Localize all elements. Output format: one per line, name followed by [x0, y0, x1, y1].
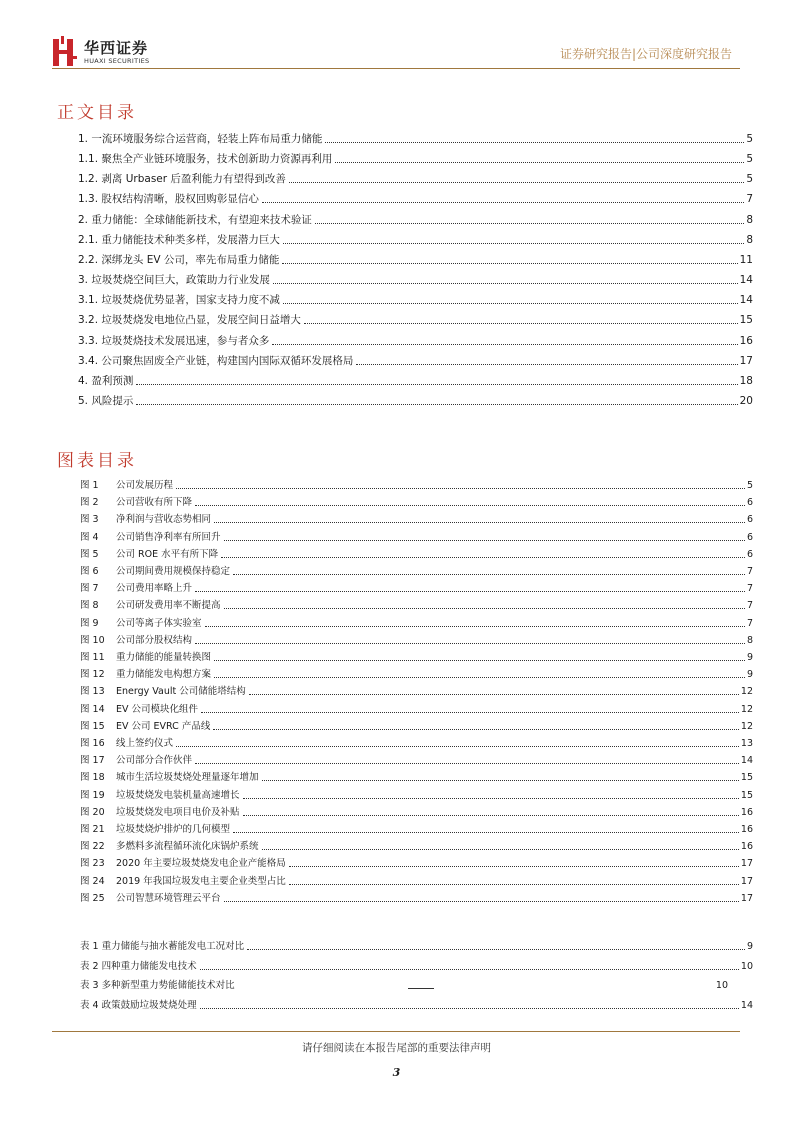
- dot-leader: [304, 323, 738, 324]
- figure-entry-label: 图 20: [80, 806, 105, 818]
- figure-entry-text: 公司部分合作伙伴: [116, 755, 193, 767]
- brand-logo: [52, 36, 192, 70]
- figure-entry-text: 公司费用率略上升: [116, 583, 193, 595]
- figure-entry[interactable]: [80, 633, 753, 648]
- figure-entry[interactable]: [80, 667, 753, 682]
- dot-leader: [136, 384, 737, 385]
- figure-entry-label: 图 2: [80, 497, 99, 509]
- figure-entry-text: 垃圾焚烧发电装机量高速增长: [116, 789, 240, 801]
- table-entry[interactable]: [80, 939, 753, 954]
- dot-leader: [195, 591, 745, 592]
- figure-entry-text: 公司营收有所下降: [116, 497, 193, 509]
- figure-entry-page: 7: [746, 583, 753, 595]
- figure-entry-page: 17: [740, 875, 753, 887]
- figure-entry-label: 图 3: [80, 514, 99, 526]
- figure-entry-text: 公司等离子体实验室: [116, 617, 202, 629]
- toc-entry-page: 5: [746, 173, 753, 186]
- figure-entry-text: 公司研发费用率不断提高: [116, 600, 221, 612]
- figure-entry[interactable]: [80, 856, 753, 871]
- report-type: 证券研究报告|公司深度研究报告: [559, 47, 732, 61]
- dot-leader: [289, 866, 739, 867]
- figure-entry-label: 图 11: [80, 652, 105, 663]
- figure-entry-label: 图 10: [80, 634, 105, 646]
- header-divider: [52, 68, 740, 69]
- figure-entry-label: 图 9: [80, 617, 99, 629]
- dot-leader: [325, 142, 744, 143]
- figure-entry-text: 重力储能发电构想方案: [116, 669, 212, 681]
- dot-leader: [200, 969, 739, 970]
- figure-entry[interactable]: [80, 495, 753, 510]
- figure-entry-label: 图 15: [80, 720, 105, 732]
- dot-leader: [224, 608, 745, 609]
- figure-entry-label: 图 22: [80, 841, 105, 853]
- dot-leader: [283, 303, 738, 304]
- dot-leader: [224, 901, 739, 902]
- toc-entry[interactable]: [78, 131, 753, 147]
- toc-entry-text: 2. 重力储能：全球储能新技术，有望迎来技术验证: [78, 213, 312, 226]
- figure-entry-text: 垃圾焚烧发电项目电价及补贴: [116, 806, 240, 818]
- dot-leader: [200, 1008, 739, 1009]
- toc-entry-page: 14: [739, 294, 753, 307]
- toc-entry-text: 3.2. 垃圾焚烧发电地位凸显，发展空间日益增大: [78, 314, 301, 327]
- table-entry-page: 10: [715, 980, 728, 991]
- figure-entry-page: 15: [740, 789, 753, 801]
- figure-entry[interactable]: [80, 805, 753, 820]
- toc-entry-text: 1.1. 聚焦全产业链环境服务，技术创新助力资源再利用: [78, 153, 333, 166]
- toc-entry-text: 1.3. 股权结构清晰，股权回购彰显信心: [78, 193, 259, 206]
- figure-entry-text: 线上签约仪式: [116, 738, 174, 749]
- table-entry-page: 10: [740, 960, 753, 972]
- toc-entry[interactable]: [78, 151, 753, 167]
- dot-leader: [233, 574, 745, 575]
- dot-leader: [224, 540, 745, 541]
- figure-entry-page: 9: [746, 669, 753, 681]
- toc-entry-page: 15: [739, 314, 753, 327]
- figure-entry-label: 图 13: [80, 686, 105, 698]
- figure-entry[interactable]: [80, 719, 753, 734]
- figure-entry-text: 多燃料多流程循环流化床锅炉系统: [116, 841, 259, 853]
- dot-leader: [176, 488, 745, 489]
- toc-entry-page: 17: [739, 354, 753, 367]
- figure-entry-text: 2019 年我国垃圾发电主要企业类型占比: [116, 875, 286, 887]
- figure-entry-page: 12: [740, 720, 753, 732]
- toc-entry-text: 4. 盈利预测: [78, 374, 134, 387]
- figure-entry-label: 图 21: [80, 824, 105, 835]
- dot-leader: [221, 557, 745, 558]
- figure-entry-label: 图 24: [80, 875, 105, 887]
- figure-entry-page: 7: [746, 566, 753, 577]
- figure-entry-page: 7: [746, 600, 753, 612]
- table-entry-underline: [408, 988, 434, 989]
- table-entry-text: 表 4 政策鼓励垃圾焚烧处理: [80, 999, 197, 1011]
- toc-entry[interactable]: [78, 232, 753, 248]
- toc-entry-text: 2.2. 深绑龙头 EV 公司，率先布局重力储能: [78, 253, 280, 266]
- dot-leader: [247, 949, 745, 950]
- table-entry-text: 表 2 四种重力储能发电技术: [80, 960, 197, 972]
- figure-entry-page: 9: [746, 652, 753, 663]
- figure-entry-text: 公司部分股权结构: [116, 634, 193, 646]
- figure-entry-page: 12: [740, 703, 753, 715]
- dot-leader: [282, 263, 737, 264]
- dot-leader: [273, 283, 738, 284]
- toc-entry-text: 1.2. 剥离 Urbaser 后盈利能力有望得到改善: [78, 173, 286, 186]
- figure-entry-text: 公司 ROE 水平有所下降: [116, 548, 219, 560]
- dot-leader: [195, 505, 745, 506]
- figure-entry[interactable]: [80, 788, 753, 803]
- dot-leader: [283, 243, 744, 244]
- toc-entry-page: 11: [739, 253, 753, 266]
- figure-entry-label: 图 14: [80, 703, 105, 715]
- figure-entry-text: Energy Vault 公司储能塔结构: [116, 686, 246, 698]
- page-number: 3: [392, 1066, 401, 1079]
- figure-entry-page: 7: [746, 617, 753, 629]
- figure-entry-label: 图 18: [80, 772, 105, 784]
- figure-entry-text: 垃圾焚烧炉排炉的几何模型: [116, 824, 231, 835]
- figure-entry-text: 公司发展历程: [116, 480, 174, 491]
- dot-leader: [262, 780, 739, 781]
- footer-divider: [52, 1031, 740, 1032]
- figure-entry[interactable]: [80, 650, 753, 665]
- figure-entry[interactable]: [80, 874, 753, 889]
- figure-entry[interactable]: [80, 891, 753, 906]
- table-entry-text: 表 3 多种新型重力势能储能技术对比: [80, 980, 235, 991]
- dot-leader: [214, 522, 745, 523]
- figure-entry-text: EV 公司 EVRC 产品线: [116, 720, 211, 732]
- dot-leader: [195, 763, 739, 764]
- figure-entry-label: 图 19: [80, 789, 105, 801]
- figure-entry[interactable]: [80, 736, 753, 751]
- legal-notice: 请仔细阅读在本报告尾部的重要法律声明: [302, 1042, 491, 1054]
- figure-entry-page: 6: [746, 497, 753, 509]
- dot-leader: [214, 677, 745, 678]
- figure-entry-label: 图 17: [80, 755, 105, 767]
- dot-leader: [335, 162, 744, 163]
- toc-entry[interactable]: [78, 171, 753, 187]
- figure-entry-label: 图 1: [80, 480, 99, 491]
- dot-leader: [262, 849, 739, 850]
- figure-entry[interactable]: [80, 547, 753, 562]
- figure-entry-label: 图 23: [80, 858, 105, 870]
- figure-entry-text: 公司期间费用规模保持稳定: [116, 566, 231, 577]
- logo-english-name: HUAXI SECURITIES: [84, 57, 150, 65]
- dot-leader: [195, 643, 745, 644]
- figure-entry-page: 6: [746, 548, 753, 560]
- dot-leader: [289, 182, 744, 183]
- figure-entry-page: 6: [746, 531, 753, 543]
- figure-entry-page: 16: [740, 824, 753, 835]
- huaxi-logo-icon: [52, 36, 78, 68]
- table-entry-page: 14: [740, 999, 753, 1011]
- toc-title: 正文目录: [57, 103, 137, 123]
- figure-entry-text: 重力储能的能量转换图: [116, 652, 212, 663]
- dot-leader: [201, 712, 739, 713]
- figure-entry-page: 14: [740, 755, 753, 767]
- figure-entry[interactable]: [80, 822, 753, 837]
- dot-leader: [233, 832, 739, 833]
- figure-entry[interactable]: [80, 581, 753, 596]
- toc-entry-page: 14: [739, 274, 753, 287]
- figure-entry[interactable]: [80, 770, 753, 785]
- figure-entry-label: 图 4: [80, 531, 99, 543]
- toc-entry[interactable]: [78, 191, 753, 207]
- toc-entry[interactable]: [78, 373, 753, 389]
- figure-entry-text: 2020 年主要垃圾焚烧发电企业产能格局: [116, 858, 286, 870]
- dot-leader: [176, 746, 739, 747]
- figure-entry[interactable]: [80, 684, 753, 699]
- toc-entry-page: 16: [739, 334, 753, 347]
- toc-entry-text: 3.1. 垃圾焚烧优势显著，国家支持力度不减: [78, 294, 280, 307]
- figure-entry-page: 16: [740, 841, 753, 853]
- dot-leader: [243, 815, 739, 816]
- table-entry[interactable]: [80, 998, 753, 1013]
- toc-entry[interactable]: [78, 312, 753, 328]
- dot-leader: [249, 694, 739, 695]
- toc-entry[interactable]: [78, 292, 753, 308]
- toc-entry[interactable]: [78, 252, 753, 268]
- figure-entry[interactable]: [80, 530, 753, 545]
- table-entry[interactable]: [80, 978, 753, 993]
- dot-leader: [289, 884, 739, 885]
- dot-leader: [214, 660, 745, 661]
- dot-leader: [272, 344, 737, 345]
- figure-entry-label: 图 25: [80, 892, 105, 904]
- toc-entry-page: 5: [746, 133, 753, 145]
- toc-entry-page: 8: [746, 213, 753, 226]
- dot-leader: [262, 202, 744, 203]
- figure-entry[interactable]: [80, 564, 753, 579]
- figure-entry-page: 13: [740, 738, 753, 749]
- toc-entry-page: 7: [746, 193, 753, 206]
- figure-entry-label: 图 6: [80, 566, 99, 577]
- figure-entry-page: 17: [740, 892, 753, 904]
- figure-entry-label: 图 8: [80, 600, 99, 612]
- figure-entry[interactable]: [80, 753, 753, 768]
- table-entry-text: 表 1 重力储能与抽水蓄能发电工况对比: [80, 941, 245, 952]
- toc-entry[interactable]: [78, 212, 753, 228]
- toc-entry[interactable]: [78, 393, 753, 409]
- logo-chinese-name: 华西证券: [84, 39, 149, 57]
- figure-entry-page: 16: [740, 806, 753, 818]
- figure-entry-text: 城市生活垃圾焚烧处理量逐年增加: [116, 772, 259, 784]
- figure-entry[interactable]: [80, 702, 753, 717]
- table-entry[interactable]: [80, 959, 753, 974]
- toc-entry-page: 18: [739, 374, 753, 387]
- table-entry-page: 9: [746, 941, 753, 952]
- toc-entry-page: 20: [739, 394, 753, 407]
- figure-entry-label: 图 7: [80, 583, 99, 595]
- toc-entry-text: 3. 垃圾焚烧空间巨大，政策助力行业发展: [78, 274, 270, 287]
- dot-leader: [205, 626, 745, 627]
- figure-entry-page: 12: [740, 686, 753, 698]
- toc-entry-text: 5. 风险提示: [78, 394, 134, 407]
- toc-entry-page: 8: [746, 233, 753, 246]
- figure-entry-text: 净利润与营收态势相同: [116, 514, 212, 526]
- figure-entry-page: 6: [746, 514, 753, 526]
- toc-entry-text: 1. 一流环境服务综合运营商，轻装上阵布局重力储能: [78, 133, 323, 145]
- dot-leader: [136, 404, 737, 405]
- figure-list-title: 图表目录: [57, 451, 137, 471]
- figure-entry[interactable]: [80, 839, 753, 854]
- dot-leader: [356, 364, 737, 365]
- figure-entry-label: 图 5: [80, 548, 99, 560]
- toc-entry-text: 2.1. 重力储能技术种类多样，发展潜力巨大: [78, 233, 280, 246]
- figure-entry[interactable]: [80, 478, 753, 493]
- figure-entry-label: 图 12: [80, 669, 105, 681]
- figure-entry[interactable]: [80, 598, 753, 613]
- figure-entry-page: 5: [746, 480, 753, 491]
- toc-entry[interactable]: [78, 353, 753, 369]
- figure-entry-text: 公司智慧环境管理云平台: [116, 892, 221, 904]
- figure-entry[interactable]: [80, 512, 753, 527]
- figure-entry-page: 17: [740, 858, 753, 870]
- dot-leader: [315, 223, 744, 224]
- toc-entry-text: 3.3. 垃圾焚烧技术发展迅速，参与者众多: [78, 334, 270, 347]
- figure-entry-label: 图 16: [80, 738, 105, 749]
- figure-entry-page: 8: [746, 634, 753, 646]
- toc-entry-page: 5: [746, 153, 753, 166]
- figure-entry-text: 公司销售净利率有所回升: [116, 531, 221, 543]
- toc-entry[interactable]: [78, 333, 753, 349]
- dot-leader: [243, 798, 739, 799]
- figure-entry-text: EV 公司模块化组件: [116, 703, 199, 715]
- figure-entry[interactable]: [80, 616, 753, 631]
- figure-entry-page: 15: [740, 772, 753, 784]
- toc-entry[interactable]: [78, 272, 753, 288]
- toc-entry-text: 3.4. 公司聚焦固废全产业链，构建国内国际双循环发展格局: [78, 354, 354, 367]
- dot-leader: [213, 729, 739, 730]
